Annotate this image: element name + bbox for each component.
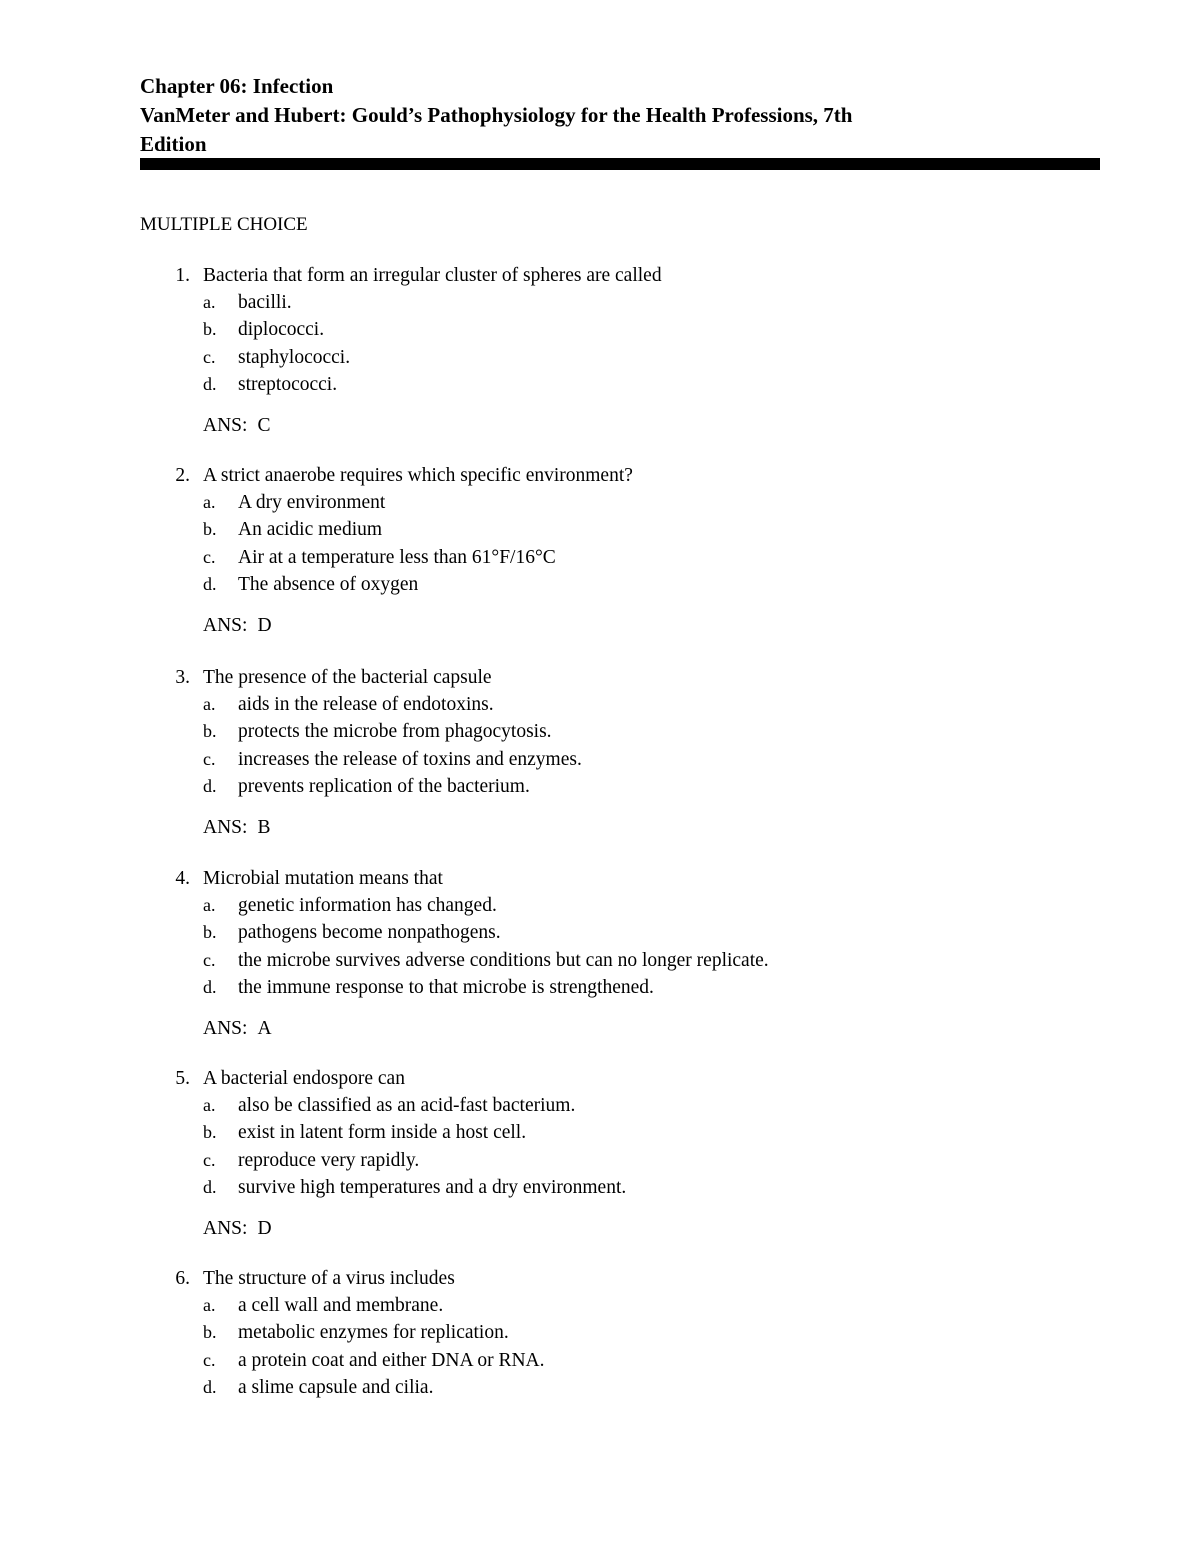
- option-letter: d.: [203, 573, 217, 594]
- book-title: VanMeter and Hubert: Gould’s Pathophysiology for the Health Professions, 7th: [140, 103, 853, 127]
- answer-label: ANS:: [203, 614, 248, 636]
- option-text: An acidic medium: [238, 519, 383, 541]
- question-number: 2.: [175, 465, 190, 486]
- option-letter: b.: [203, 721, 217, 742]
- option-text: a protein coat and either DNA or RNA.: [238, 1349, 545, 1371]
- option-text: a cell wall and membrane.: [238, 1295, 444, 1317]
- answer-option: [140, 1319, 1100, 1346]
- option-text: bacilli.: [238, 292, 292, 314]
- option-letter: b.: [203, 319, 217, 340]
- answer-option: [140, 892, 1100, 919]
- answer-key: [140, 1015, 1100, 1042]
- answer-option: [140, 919, 1100, 946]
- question-number: 6.: [175, 1268, 190, 1289]
- answer-key: [140, 1215, 1100, 1242]
- answer-key: [140, 612, 1100, 639]
- option-letter: d.: [203, 976, 217, 997]
- option-text: pathogens become nonpathogens.: [238, 922, 501, 944]
- question-number: 3.: [175, 667, 190, 688]
- answer-option: [140, 947, 1100, 974]
- answer-key: [140, 814, 1100, 841]
- option-text: metabolic enzymes for replication.: [238, 1322, 509, 1344]
- option-text: staphylococci.: [238, 346, 351, 368]
- question-number: 5.: [175, 1068, 190, 1089]
- answer-option: [140, 1119, 1100, 1146]
- answer-value: D: [257, 614, 272, 636]
- option-text: A dry environment: [238, 492, 386, 514]
- question-text: Microbial mutation means that: [203, 868, 443, 889]
- option-letter: a.: [203, 1095, 216, 1116]
- option-letter: c.: [203, 546, 216, 567]
- option-letter: b.: [203, 1322, 217, 1343]
- question-text: Bacteria that form an irregular cluster of spheres are called: [203, 265, 662, 286]
- question: [140, 664, 1100, 841]
- answer-value: A: [257, 1017, 272, 1039]
- answer-line: [203, 1015, 272, 1042]
- option-text: survive high temperatures and a dry environment.: [238, 1176, 627, 1198]
- question-number: 1.: [175, 265, 190, 286]
- option-text: The absence of oxygen: [238, 573, 419, 595]
- question-number: 4.: [175, 868, 190, 889]
- option-letter: d.: [203, 1376, 217, 1397]
- option-letter: a.: [203, 292, 216, 313]
- question-stem: [140, 1265, 1100, 1292]
- answer-option: [140, 316, 1100, 343]
- question-stem: [140, 462, 1100, 489]
- answer-option: [140, 1174, 1100, 1201]
- answer-label: ANS:: [203, 1217, 248, 1239]
- question: [140, 1265, 1100, 1401]
- answer-label: ANS:: [203, 414, 248, 436]
- option-text: also be classified as an acid-fast bacterium.: [238, 1095, 576, 1117]
- answer-option: [140, 571, 1100, 598]
- answer-option: [140, 974, 1100, 1001]
- option-text: prevents replication of the bacterium.: [238, 775, 530, 797]
- option-text: aids in the release of endotoxins.: [238, 694, 494, 716]
- option-letter: b.: [203, 519, 217, 540]
- question-stem: [140, 262, 1100, 289]
- answer-option: [140, 1374, 1100, 1401]
- option-letter: a.: [203, 694, 216, 715]
- answer-label: ANS:: [203, 816, 248, 838]
- answer-key: [140, 412, 1100, 439]
- option-text: streptococci.: [238, 373, 338, 395]
- question: [140, 1065, 1100, 1242]
- option-text: exist in latent form inside a host cell.: [238, 1122, 527, 1144]
- question: [140, 865, 1100, 1042]
- option-letter: a.: [203, 895, 216, 916]
- option-text: the immune response to that microbe is strengthened.: [238, 976, 654, 998]
- answer-line: [203, 1215, 272, 1242]
- answer-option: [140, 1292, 1100, 1319]
- question-text: A strict anaerobe requires which specific environment?: [203, 465, 633, 486]
- answer-option: [140, 289, 1100, 316]
- answer-value: B: [257, 816, 271, 838]
- option-letter: a.: [203, 1295, 216, 1316]
- option-letter: b.: [203, 922, 217, 943]
- question-text: The structure of a virus includes: [203, 1268, 455, 1289]
- answer-option: [140, 1147, 1100, 1174]
- answer-label: ANS:: [203, 1017, 248, 1039]
- option-letter: c.: [203, 949, 216, 970]
- answer-option: [140, 516, 1100, 543]
- question-text: A bacterial endospore can: [203, 1068, 405, 1089]
- option-letter: c.: [203, 346, 216, 367]
- answer-option: [140, 1347, 1100, 1374]
- answer-option: [140, 371, 1100, 398]
- question: [140, 462, 1100, 639]
- option-text: a slime capsule and cilia.: [238, 1376, 434, 1398]
- option-text: genetic information has changed.: [238, 895, 497, 917]
- answer-option: [140, 773, 1100, 800]
- answer-line: [203, 612, 272, 639]
- answer-option: [140, 344, 1100, 371]
- chapter-title: Chapter 06: Infection: [140, 74, 334, 98]
- answer-option: [140, 544, 1100, 571]
- option-text: reproduce very rapidly.: [238, 1149, 420, 1171]
- answer-line: [203, 814, 270, 841]
- book-edition: Edition: [140, 132, 207, 156]
- question: [140, 262, 1100, 439]
- question-stem: [140, 664, 1100, 691]
- answer-value: C: [257, 414, 271, 436]
- option-text: protects the microbe from phagocytosis.: [238, 721, 552, 743]
- option-text: diplococci.: [238, 319, 325, 341]
- answer-option: [140, 746, 1100, 773]
- section-title: MULTIPLE CHOICE: [140, 214, 308, 235]
- option-letter: d.: [203, 775, 217, 796]
- option-letter: c.: [203, 748, 216, 769]
- option-letter: a.: [203, 492, 216, 513]
- answer-value: D: [257, 1217, 272, 1239]
- option-text: Air at a temperature less than 61°F/16°C: [238, 546, 556, 568]
- option-letter: d.: [203, 1176, 217, 1197]
- document-header: [140, 72, 1100, 159]
- answer-option: [140, 1092, 1100, 1119]
- answer-option: [140, 718, 1100, 745]
- option-letter: b.: [203, 1122, 217, 1143]
- answer-line: [203, 412, 270, 439]
- question-stem: [140, 865, 1100, 892]
- option-letter: c.: [203, 1349, 216, 1370]
- option-text: the microbe survives adverse conditions but can no longer replicate.: [238, 949, 769, 971]
- answer-option: [140, 691, 1100, 718]
- question-text: The presence of the bacterial capsule: [203, 667, 492, 688]
- option-text: increases the release of toxins and enzymes.: [238, 748, 582, 770]
- option-letter: c.: [203, 1149, 216, 1170]
- answer-option: [140, 489, 1100, 516]
- question-stem: [140, 1065, 1100, 1092]
- option-letter: d.: [203, 373, 217, 394]
- header-rule: [140, 158, 1100, 170]
